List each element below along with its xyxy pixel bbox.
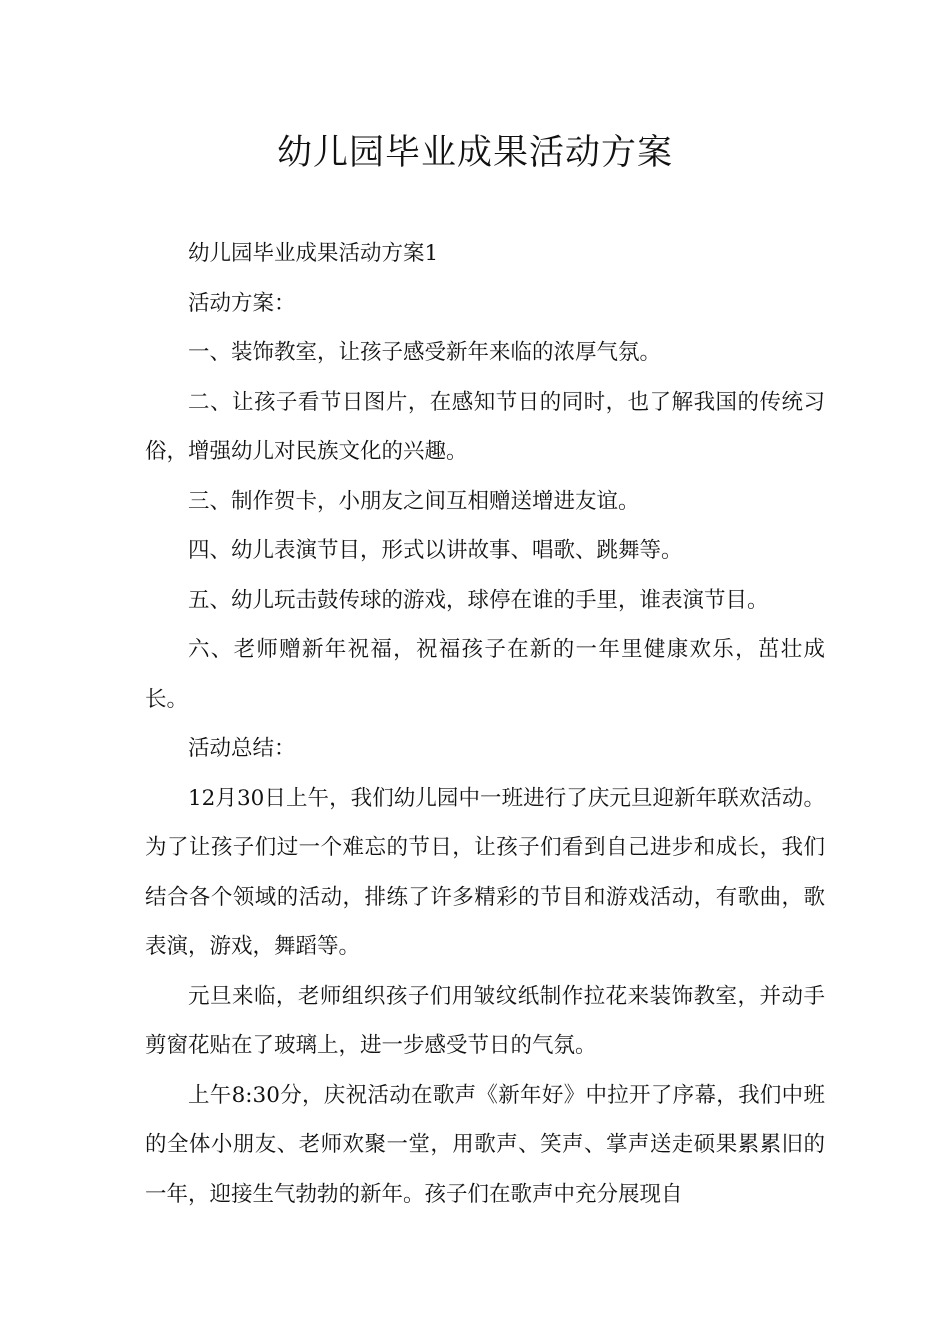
document-title: 幼儿园毕业成果活动方案	[276, 133, 673, 173]
paragraph: 活动总结：	[188, 736, 296, 761]
paragraph: 元旦来临，老师组织孩子们用皱纹纸制作拉花来装饰教室，并动手剪窗花贴在了玻璃上，进一步感受节日的气氛。	[145, 983, 825, 1058]
paragraph: 三、制作贺卡，小朋友之间互相赠送增进友谊。	[188, 488, 640, 514]
paragraph: 五、幼儿玩击鼓传球的游戏，球停在谁的手里，谁表演节目。	[188, 587, 769, 613]
paragraph: 六、老师赠新年祝福，祝福孩子在新的一年里健康欢乐，茁壮成长。	[145, 637, 825, 712]
paragraph: 二、让孩子看节日图片，在感知节日的同时，也了解我国的传统习俗，增强幼儿对民族文化的兴趣。	[145, 389, 825, 464]
paragraph: 一、装饰教室，让孩子感受新年来临的浓厚气氛。	[188, 340, 662, 365]
paragraph: 上午8:30分，庆祝活动在歌声《新年好》中拉开了序幕，我们中班的全体小朋友、老师欢聚一堂，用歌声、笑声、掌声送走硕果累累旧的一年，迎接生气勃勃的新年。孩子们在歌声中充分展现自	[145, 1082, 825, 1207]
paragraph: 活动方案：	[188, 290, 296, 316]
paragraph: 四、幼儿表演节目，形式以讲故事、唱歌、跳舞等。	[188, 538, 683, 563]
document-body	[145, 229, 825, 1219]
paragraph: 12月30日上午，我们幼儿园中一班进行了庆元旦迎新年联欢活动。为了让孩子们过一个难忘的节日，让孩子们看到自己进步和成长，我们结合各个领域的活动，排练了许多精彩的节目和游戏活动，有歌曲，歌表演，游戏，舞蹈等。	[145, 785, 825, 959]
paragraph: 幼儿园毕业成果活动方案1	[188, 241, 439, 266]
